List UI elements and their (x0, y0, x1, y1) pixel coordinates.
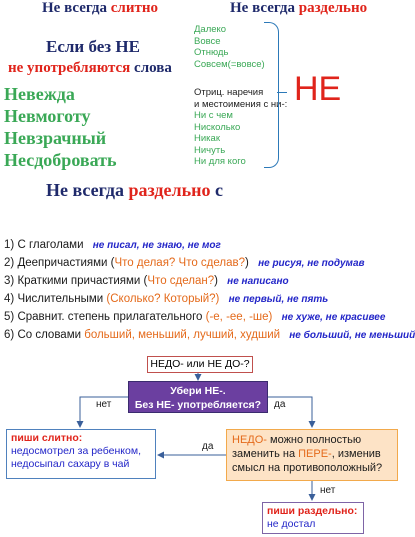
header-separate-word: раздельно (298, 0, 368, 16)
list-item: 6) Со словами больший, меньший, лучший, худший не больший, не меньший (4, 329, 415, 341)
edge-label-no-2: нет (320, 485, 336, 496)
separate-example: не достал (267, 518, 316, 530)
peri-text-2: , изменив смысл на противоположный? (232, 448, 383, 474)
edge-label-yes: да (274, 399, 286, 410)
pronoun-item: Ни для кого (194, 156, 246, 167)
flow-together-box (6, 429, 156, 479)
list-item: 4) Числительными (Сколько? Который?) не первый, не пять (4, 293, 329, 305)
together-title: пиши слитно: (11, 432, 83, 444)
big-ne: НЕ (294, 70, 342, 108)
adverb-item: Вовсе (194, 35, 221, 47)
flow-peri-box (226, 429, 398, 481)
peri-highlight-2: ПЕРЕ- (298, 448, 332, 460)
flow-separate-box (262, 502, 364, 534)
list-item: 1) С глаголами не писал, не знаю, не мог (4, 239, 221, 251)
middle-heading-suffix: с (215, 180, 224, 200)
rule-line-1: Если без НЕ (46, 37, 140, 56)
middle-heading-prefix: Не всегда (46, 180, 125, 200)
header-together-prefix: Не всегда (42, 0, 108, 16)
list-item: 5) Сравнит. степень прилагательного (-е, -ее, -ше) не хуже, не красивее (4, 311, 386, 323)
adverb-item: Далеко (194, 24, 227, 35)
peri-highlight: НЕДО- (232, 434, 267, 446)
together-example: недосмотрел за ребенком, недосыпал сахару в чай (11, 445, 141, 470)
flow-question-box: НЕДО- или НЕ ДО-? (147, 356, 253, 373)
pronoun-item: Никак (194, 133, 220, 144)
green-word: Невзрачный (4, 128, 107, 148)
pronoun-heading-2: и местоимения с ни-: (194, 98, 288, 110)
rule-line-2-red: не употребляются (8, 60, 131, 76)
green-word: Невежда (4, 84, 75, 104)
pronoun-heading-1: Отриц. наречия (194, 87, 264, 98)
adverb-item: Отнюдь (194, 47, 229, 58)
middle-heading-red: раздельно (128, 180, 211, 200)
header-together-word: слитно (110, 0, 158, 16)
list-item: 2) Деепричастиями (Что делая? Что сделав?) не рисуя, не подумав (4, 257, 365, 269)
peri-text: можно полностью заменить на (232, 434, 362, 460)
header-separate-prefix: Не всегда (230, 0, 296, 16)
rule-line-2-navy: слова (134, 60, 172, 76)
decision-line-1: Убери НЕ-. (170, 385, 226, 397)
pronoun-item: Ничуть (194, 144, 226, 156)
edge-label-no: нет (96, 399, 112, 410)
edge-label-yes-2: да (202, 441, 214, 452)
flow-decision-box (128, 381, 268, 413)
pronoun-item: Ни с чем (194, 110, 233, 121)
separate-title: пиши раздельно: (267, 505, 358, 517)
green-word: Невмоготу (4, 106, 91, 126)
green-word: Несдобровать (4, 150, 117, 170)
adverb-item: Совсем(=вовсе) (194, 58, 265, 70)
decision-line-2: Без НЕ- употребляется? (134, 399, 262, 411)
list-item: 3) Краткими причастиями (Что сделан?) не написано (4, 275, 289, 287)
pronoun-item: Нисколько (194, 121, 241, 133)
